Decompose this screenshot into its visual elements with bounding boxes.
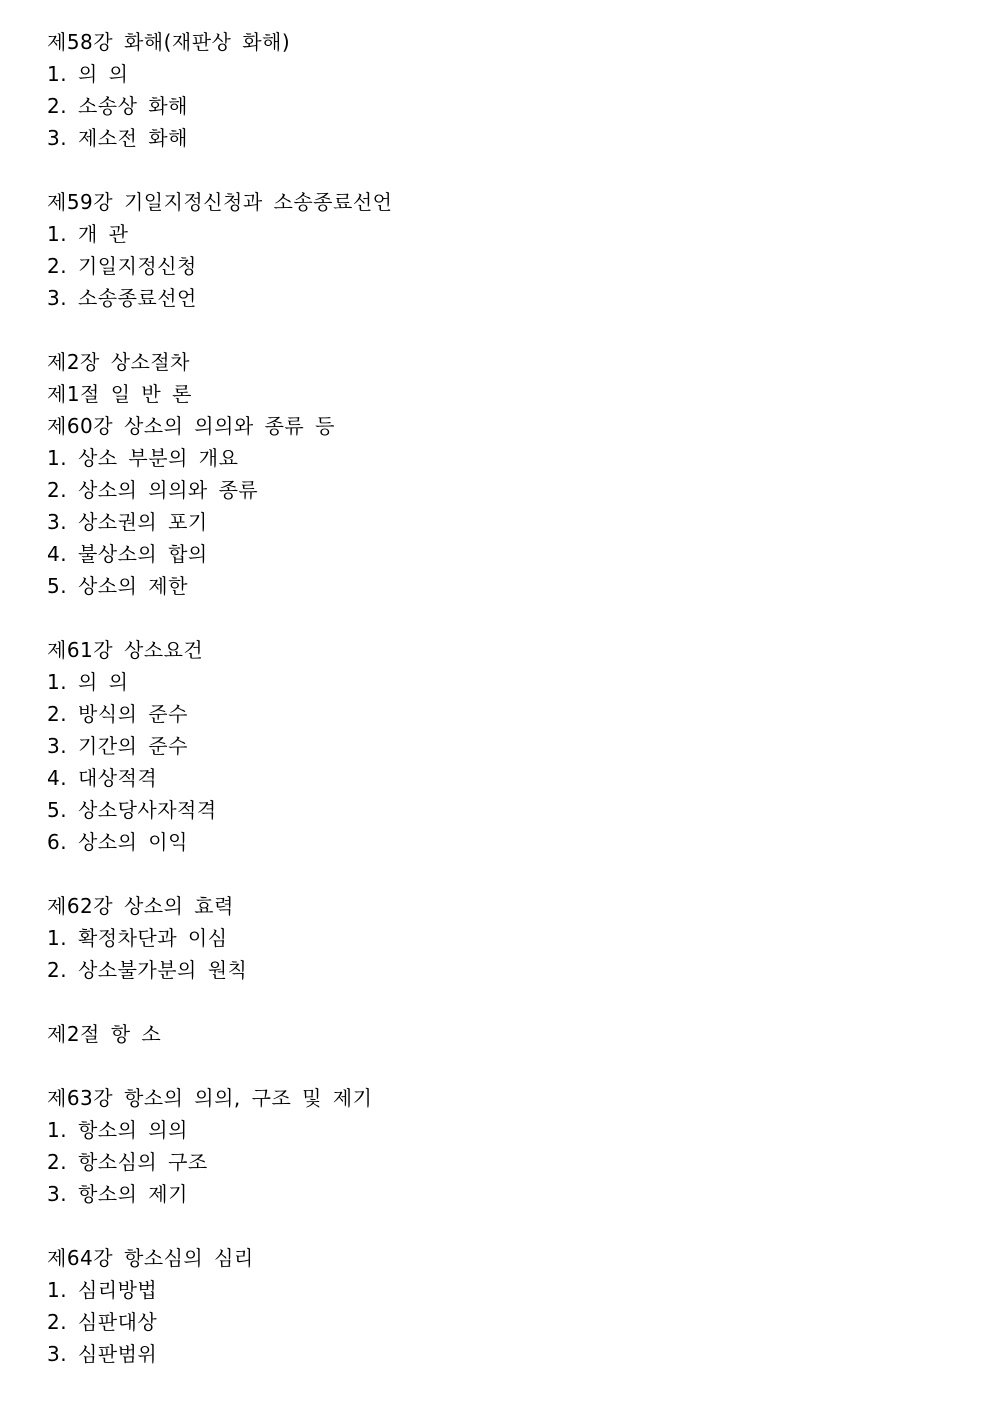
list-item: 2. 심판대상 [47,1310,158,1334]
section-heading: 제1절 일 반 론 [47,382,192,406]
lecture-heading: 제59강 기일지정신청과 소송종료선언 [47,190,393,214]
list-item: 4. 불상소의 합의 [47,542,208,566]
list-item: 5. 상소의 제한 [47,574,188,598]
lecture-heading: 제61강 상소요건 [47,638,204,662]
list-item: 1. 심리방법 [47,1278,158,1302]
lecture-heading: 제58강 화해(재판상 화해) [47,30,291,54]
list-item: 3. 제소전 화해 [47,126,188,150]
list-item: 3. 상소권의 포기 [47,510,208,534]
list-item: 1. 의 의 [47,62,129,86]
list-item: 3. 항소의 제기 [47,1182,188,1206]
list-item: 5. 상소당사자적격 [47,798,217,822]
list-item: 1. 개 관 [47,222,129,246]
list-item: 6. 상소의 이익 [47,830,188,854]
list-item: 2. 방식의 준수 [47,702,188,726]
blank-line [47,602,947,634]
blank-line [47,1050,947,1082]
list-item: 2. 소송상 화해 [47,94,188,118]
list-item: 1. 확정차단과 이심 [47,926,228,950]
document-page [47,26,947,1370]
list-item: 1. 상소 부분의 개요 [47,446,239,470]
list-item: 1. 항소의 의의 [47,1118,188,1142]
list-item: 2. 항소심의 구조 [47,1150,208,1174]
section-heading: 제2절 항 소 [47,1022,162,1046]
lecture-heading: 제62강 상소의 효력 [47,894,234,918]
blank-line [47,986,947,1018]
blank-line [47,1210,947,1242]
lecture-heading: 제63강 항소의 의의, 구조 및 제기 [47,1086,373,1110]
list-item: 2. 상소불가분의 원칙 [47,958,248,982]
list-item: 3. 소송종료선언 [47,286,197,310]
lecture-heading: 제60강 상소의 의의와 종류 등 [47,414,335,438]
chapter-heading: 제2장 상소절차 [47,350,191,374]
lecture-heading: 제64강 항소심의 심리 [47,1246,254,1270]
list-item: 1. 의 의 [47,670,129,694]
list-item: 2. 상소의 의의와 종류 [47,478,259,502]
blank-line [47,314,947,346]
list-item: 2. 기일지정신청 [47,254,197,278]
blank-line [47,858,947,890]
list-item: 3. 심판범위 [47,1342,158,1366]
list-item: 4. 대상적격 [47,766,158,790]
list-item: 3. 기간의 준수 [47,734,188,758]
blank-line [47,154,947,186]
